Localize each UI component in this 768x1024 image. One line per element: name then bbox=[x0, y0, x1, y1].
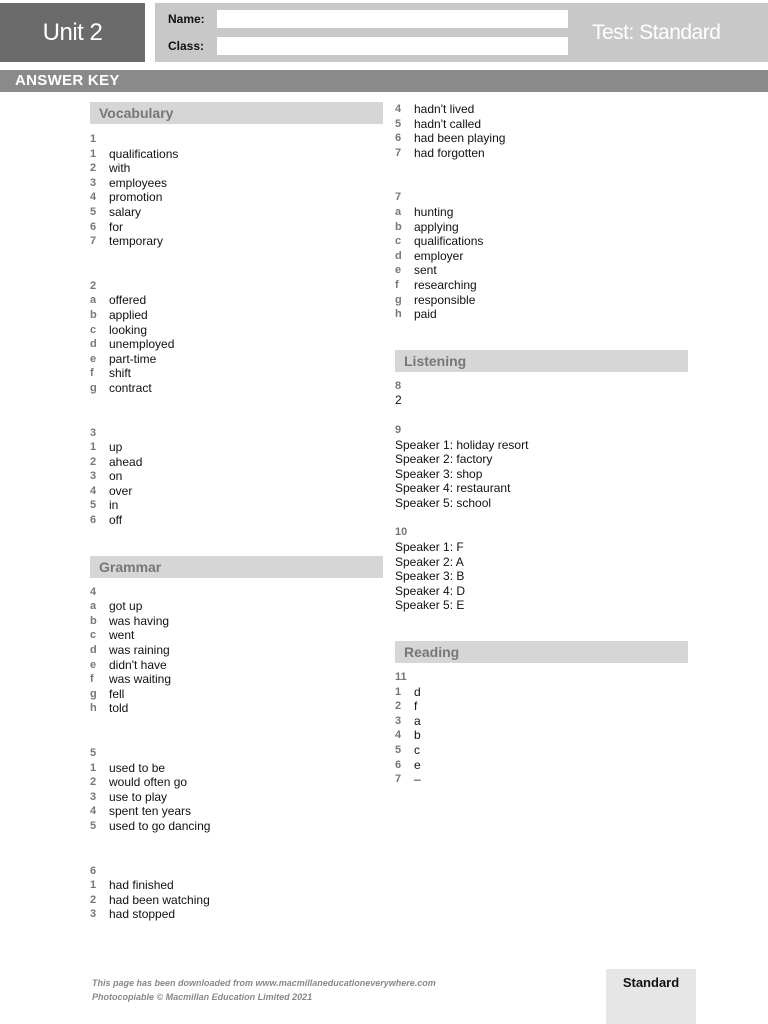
answer-marker: 1 bbox=[90, 147, 97, 160]
answer-row bbox=[395, 117, 680, 132]
answer-text: temporary bbox=[109, 234, 164, 249]
footer-download-note: This page has been downloaded from www.macmillaneducationeverywhere.com bbox=[92, 978, 436, 988]
answer-marker: 5 bbox=[395, 117, 402, 130]
answer-marker: 6 bbox=[90, 514, 97, 527]
exercise-1 bbox=[90, 132, 375, 249]
answer-marker: 4 bbox=[395, 729, 402, 742]
section-heading-grammar: Grammar bbox=[90, 556, 383, 578]
answer-marker: 2 bbox=[90, 776, 97, 789]
answer-row bbox=[90, 220, 375, 235]
answer-text: e bbox=[414, 757, 421, 772]
answer-text: had been watching bbox=[109, 892, 210, 907]
answer-marker: 6 bbox=[90, 220, 97, 233]
answer-row bbox=[90, 484, 375, 499]
answer-row bbox=[90, 599, 375, 614]
answer-row bbox=[90, 643, 375, 658]
answer-text: up bbox=[109, 440, 123, 455]
answer-line: Speaker 2: A bbox=[395, 554, 464, 569]
answer-row bbox=[395, 307, 680, 322]
answer-marker: g bbox=[90, 687, 97, 700]
answer-text: a bbox=[414, 713, 421, 728]
answer-row bbox=[90, 513, 375, 528]
answer-marker: 1 bbox=[90, 879, 97, 892]
answer-marker: b bbox=[395, 220, 402, 233]
answer-line: Speaker 5: school bbox=[395, 495, 492, 510]
answer-marker: 3 bbox=[90, 176, 97, 189]
answer-marker: d bbox=[90, 338, 97, 351]
section-heading-reading: Reading bbox=[395, 641, 688, 663]
unit-label: Unit 2 bbox=[0, 3, 145, 62]
answer-list bbox=[90, 147, 375, 249]
answer-marker: a bbox=[395, 205, 402, 218]
answer-text: employer bbox=[414, 248, 464, 263]
answer-row bbox=[90, 687, 375, 702]
answer-marker: g bbox=[395, 293, 402, 306]
exercise-number: 1 bbox=[90, 133, 97, 145]
exercise-number: 6 bbox=[90, 864, 97, 877]
answer-text: use to play bbox=[109, 789, 168, 804]
answer-row bbox=[90, 147, 375, 162]
answer-marker: e bbox=[90, 658, 97, 671]
answer-text: told bbox=[109, 701, 129, 716]
answer-marker: 1 bbox=[90, 441, 97, 454]
answer-row bbox=[90, 672, 375, 687]
answer-text: looking bbox=[109, 322, 148, 337]
exercise-number: 4 bbox=[90, 585, 97, 598]
exercise-number: 10 bbox=[395, 526, 408, 539]
exercise-number: 3 bbox=[90, 426, 97, 439]
answer-text: for bbox=[109, 219, 124, 234]
answer-row bbox=[90, 190, 375, 205]
footer-copyright: Photocopiable © Macmillan Education Limited 2021 bbox=[92, 992, 313, 1002]
answer-marker: 3 bbox=[395, 714, 402, 727]
answer-marker: 2 bbox=[395, 700, 402, 713]
answer-text: in bbox=[109, 498, 119, 513]
answer-marker: f bbox=[90, 367, 94, 380]
answer-text: hadn't called bbox=[414, 116, 482, 131]
exercise-number: 5 bbox=[90, 747, 97, 759]
name-field[interactable] bbox=[217, 10, 568, 28]
answer-text: b bbox=[414, 728, 421, 743]
answer-row bbox=[395, 758, 680, 773]
answer-row bbox=[90, 337, 375, 352]
answer-row bbox=[90, 878, 375, 893]
answer-text: offered bbox=[109, 293, 147, 308]
answer-text: qualifications bbox=[414, 234, 484, 249]
answer-row bbox=[395, 234, 680, 249]
class-field[interactable] bbox=[217, 37, 568, 55]
answer-line: 2 bbox=[395, 393, 402, 408]
answer-marker: f bbox=[90, 673, 94, 686]
answer-row bbox=[395, 249, 680, 264]
answer-row bbox=[395, 278, 680, 293]
answer-row bbox=[395, 699, 680, 714]
answer-marker: 1 bbox=[90, 761, 97, 774]
answer-list bbox=[90, 440, 375, 528]
answer-marker: 6 bbox=[395, 132, 402, 145]
exercise-4 bbox=[90, 585, 375, 716]
footer-text bbox=[92, 976, 436, 1004]
answer-marker: 5 bbox=[395, 744, 402, 756]
answer-text: off bbox=[109, 513, 123, 528]
answer-text: used to go dancing bbox=[109, 818, 211, 833]
answer-marker: 7 bbox=[395, 773, 402, 786]
answer-text: qualifications bbox=[109, 146, 179, 161]
answer-text: sent bbox=[414, 263, 437, 278]
answer-marker: 3 bbox=[90, 908, 97, 921]
answer-line: Speaker 3: B bbox=[395, 569, 465, 584]
answer-row bbox=[90, 381, 375, 396]
answer-text: researching bbox=[414, 277, 477, 292]
answer-row bbox=[395, 743, 680, 758]
answer-list bbox=[90, 761, 375, 834]
answer-row bbox=[90, 907, 375, 922]
answer-text: had stopped bbox=[109, 907, 176, 922]
answer-text: c bbox=[414, 743, 420, 757]
answer-marker: 7 bbox=[395, 146, 402, 159]
answer-marker: g bbox=[90, 381, 97, 394]
answer-row bbox=[395, 293, 680, 308]
answer-marker: e bbox=[90, 352, 97, 365]
answer-marker: 4 bbox=[395, 103, 402, 115]
answer-text: was raining bbox=[109, 643, 170, 658]
level-badge: Standard bbox=[606, 969, 696, 1024]
answer-text: fell bbox=[109, 686, 125, 701]
answer-row bbox=[395, 685, 680, 700]
exercise-3 bbox=[90, 426, 375, 528]
answer-text: employees bbox=[109, 175, 168, 190]
exercise-number: 2 bbox=[90, 279, 97, 292]
answer-row bbox=[90, 455, 375, 470]
exercise-number: 9 bbox=[395, 423, 402, 436]
answer-text: hunting bbox=[414, 204, 454, 219]
answer-marker: f bbox=[395, 278, 399, 291]
answer-row bbox=[90, 804, 375, 819]
exercise-number: 8 bbox=[395, 379, 402, 392]
answer-marker: 3 bbox=[90, 470, 97, 483]
answer-text: over bbox=[109, 483, 133, 498]
exercise-10 bbox=[395, 525, 680, 613]
answer-marker: h bbox=[395, 308, 402, 321]
answer-row bbox=[90, 205, 375, 220]
answer-marker: c bbox=[90, 629, 97, 642]
answer-row bbox=[90, 614, 375, 629]
answer-text: responsible bbox=[414, 292, 476, 307]
answer-text: unemployed bbox=[109, 337, 175, 352]
answer-row bbox=[90, 293, 375, 308]
answer-marker: 7 bbox=[90, 235, 97, 248]
answer-marker: 1 bbox=[395, 685, 402, 698]
test-title: Test: Standard bbox=[592, 21, 721, 44]
exercise-6-continued bbox=[395, 102, 680, 160]
answer-text: had finished bbox=[109, 878, 174, 893]
answer-text: went bbox=[109, 628, 135, 643]
answer-text: shift bbox=[109, 366, 132, 381]
answer-row bbox=[90, 308, 375, 323]
answer-marker: 2 bbox=[90, 162, 97, 175]
answer-text: applying bbox=[414, 219, 459, 234]
answer-row bbox=[90, 628, 375, 643]
left-column bbox=[90, 102, 375, 922]
answer-text: d bbox=[414, 684, 421, 699]
answer-marker: d bbox=[90, 644, 97, 657]
answer-line: Speaker 2: factory bbox=[395, 452, 493, 467]
answer-row bbox=[395, 772, 680, 787]
answer-text: was waiting bbox=[109, 672, 172, 687]
answer-text: f bbox=[414, 699, 418, 714]
answer-marker: 2 bbox=[90, 455, 97, 468]
answer-marker: b bbox=[90, 614, 97, 627]
exercise-2 bbox=[90, 279, 375, 396]
answer-text: would often go bbox=[109, 775, 188, 790]
answer-lines bbox=[395, 393, 680, 408]
answer-line: Speaker 1: F bbox=[395, 540, 464, 555]
answer-line: Speaker 5: E bbox=[395, 598, 465, 613]
answer-marker: 3 bbox=[90, 790, 97, 803]
answer-list bbox=[395, 102, 680, 160]
answer-text: hadn't lived bbox=[414, 102, 475, 116]
answer-text: – bbox=[414, 772, 421, 787]
answer-row bbox=[395, 102, 680, 117]
answer-row bbox=[90, 234, 375, 249]
exercise-7 bbox=[395, 190, 680, 321]
answer-text: salary bbox=[109, 204, 142, 219]
exercise-11 bbox=[395, 670, 680, 787]
answer-row bbox=[90, 176, 375, 191]
section-heading-vocabulary: Vocabulary bbox=[90, 102, 383, 124]
answer-text: with bbox=[109, 161, 131, 176]
answer-list bbox=[90, 293, 375, 395]
answer-row bbox=[90, 790, 375, 805]
exercise-9 bbox=[395, 423, 680, 511]
answer-text: part-time bbox=[109, 351, 157, 366]
answer-row bbox=[395, 263, 680, 278]
answer-list bbox=[90, 878, 375, 922]
answer-row bbox=[90, 352, 375, 367]
answer-marker: 4 bbox=[90, 484, 97, 497]
answer-marker: 6 bbox=[395, 758, 402, 771]
answer-marker: h bbox=[90, 702, 97, 715]
answer-row bbox=[395, 728, 680, 743]
answer-marker: 5 bbox=[90, 205, 97, 218]
answer-marker: b bbox=[90, 308, 97, 321]
exercise-number: 11 bbox=[395, 671, 407, 684]
answer-row bbox=[90, 701, 375, 716]
answer-row bbox=[90, 819, 375, 834]
answer-text: paid bbox=[414, 307, 437, 322]
answer-lines bbox=[395, 438, 680, 511]
answer-row bbox=[90, 761, 375, 776]
answer-list bbox=[90, 599, 375, 716]
answer-marker: 5 bbox=[90, 499, 97, 512]
answer-row bbox=[90, 366, 375, 381]
answer-row bbox=[90, 775, 375, 790]
answer-row bbox=[90, 440, 375, 455]
answer-line: Speaker 1: holiday resort bbox=[395, 437, 529, 452]
answer-marker: a bbox=[90, 600, 97, 613]
answer-row bbox=[395, 714, 680, 729]
answer-marker: d bbox=[395, 249, 402, 262]
answer-marker: e bbox=[395, 264, 402, 277]
answer-marker: 5 bbox=[90, 819, 97, 832]
answer-text: ahead bbox=[109, 454, 143, 469]
class-label: Class: bbox=[168, 39, 205, 53]
section-heading-listening: Listening bbox=[395, 350, 688, 372]
answer-text: used to be bbox=[109, 760, 166, 775]
exercise-number: 7 bbox=[395, 191, 402, 204]
answer-row bbox=[395, 146, 680, 161]
answer-row bbox=[395, 220, 680, 235]
answer-text: had been playing bbox=[414, 131, 506, 146]
answer-row bbox=[90, 161, 375, 176]
name-label: Name: bbox=[168, 12, 205, 26]
answer-marker: 4 bbox=[90, 805, 97, 818]
answer-text: was having bbox=[109, 613, 170, 628]
exercise-8 bbox=[395, 379, 680, 408]
answer-row bbox=[90, 893, 375, 908]
answer-list bbox=[395, 205, 680, 322]
answer-marker: c bbox=[90, 323, 97, 336]
answer-text: on bbox=[109, 469, 123, 484]
answer-text: got up bbox=[109, 599, 143, 614]
answer-row bbox=[90, 498, 375, 513]
answer-lines bbox=[395, 540, 680, 613]
answer-text: applied bbox=[109, 307, 148, 322]
exercise-6 bbox=[90, 864, 375, 922]
answer-line: Speaker 4: D bbox=[395, 583, 466, 598]
answer-text: spent ten years bbox=[109, 804, 192, 819]
answer-text: promotion bbox=[109, 190, 163, 205]
answer-marker: 4 bbox=[90, 191, 97, 204]
answer-list bbox=[395, 685, 680, 787]
answer-text: didn't have bbox=[109, 657, 167, 672]
answer-row bbox=[395, 131, 680, 146]
answer-line: Speaker 4: restaurant bbox=[395, 481, 511, 496]
answer-row bbox=[90, 323, 375, 338]
answer-key-bar: ANSWER KEY bbox=[0, 70, 768, 92]
answer-row bbox=[90, 469, 375, 484]
answer-marker: c bbox=[395, 235, 402, 248]
answer-row bbox=[90, 658, 375, 673]
answer-text: had forgotten bbox=[414, 145, 485, 160]
answer-marker: a bbox=[90, 294, 97, 307]
exercise-5 bbox=[90, 746, 375, 834]
answer-text: contract bbox=[109, 380, 152, 395]
answer-line: Speaker 3: shop bbox=[395, 466, 483, 481]
right-column bbox=[395, 102, 680, 787]
answer-row bbox=[395, 205, 680, 220]
answer-marker: 2 bbox=[90, 893, 97, 906]
